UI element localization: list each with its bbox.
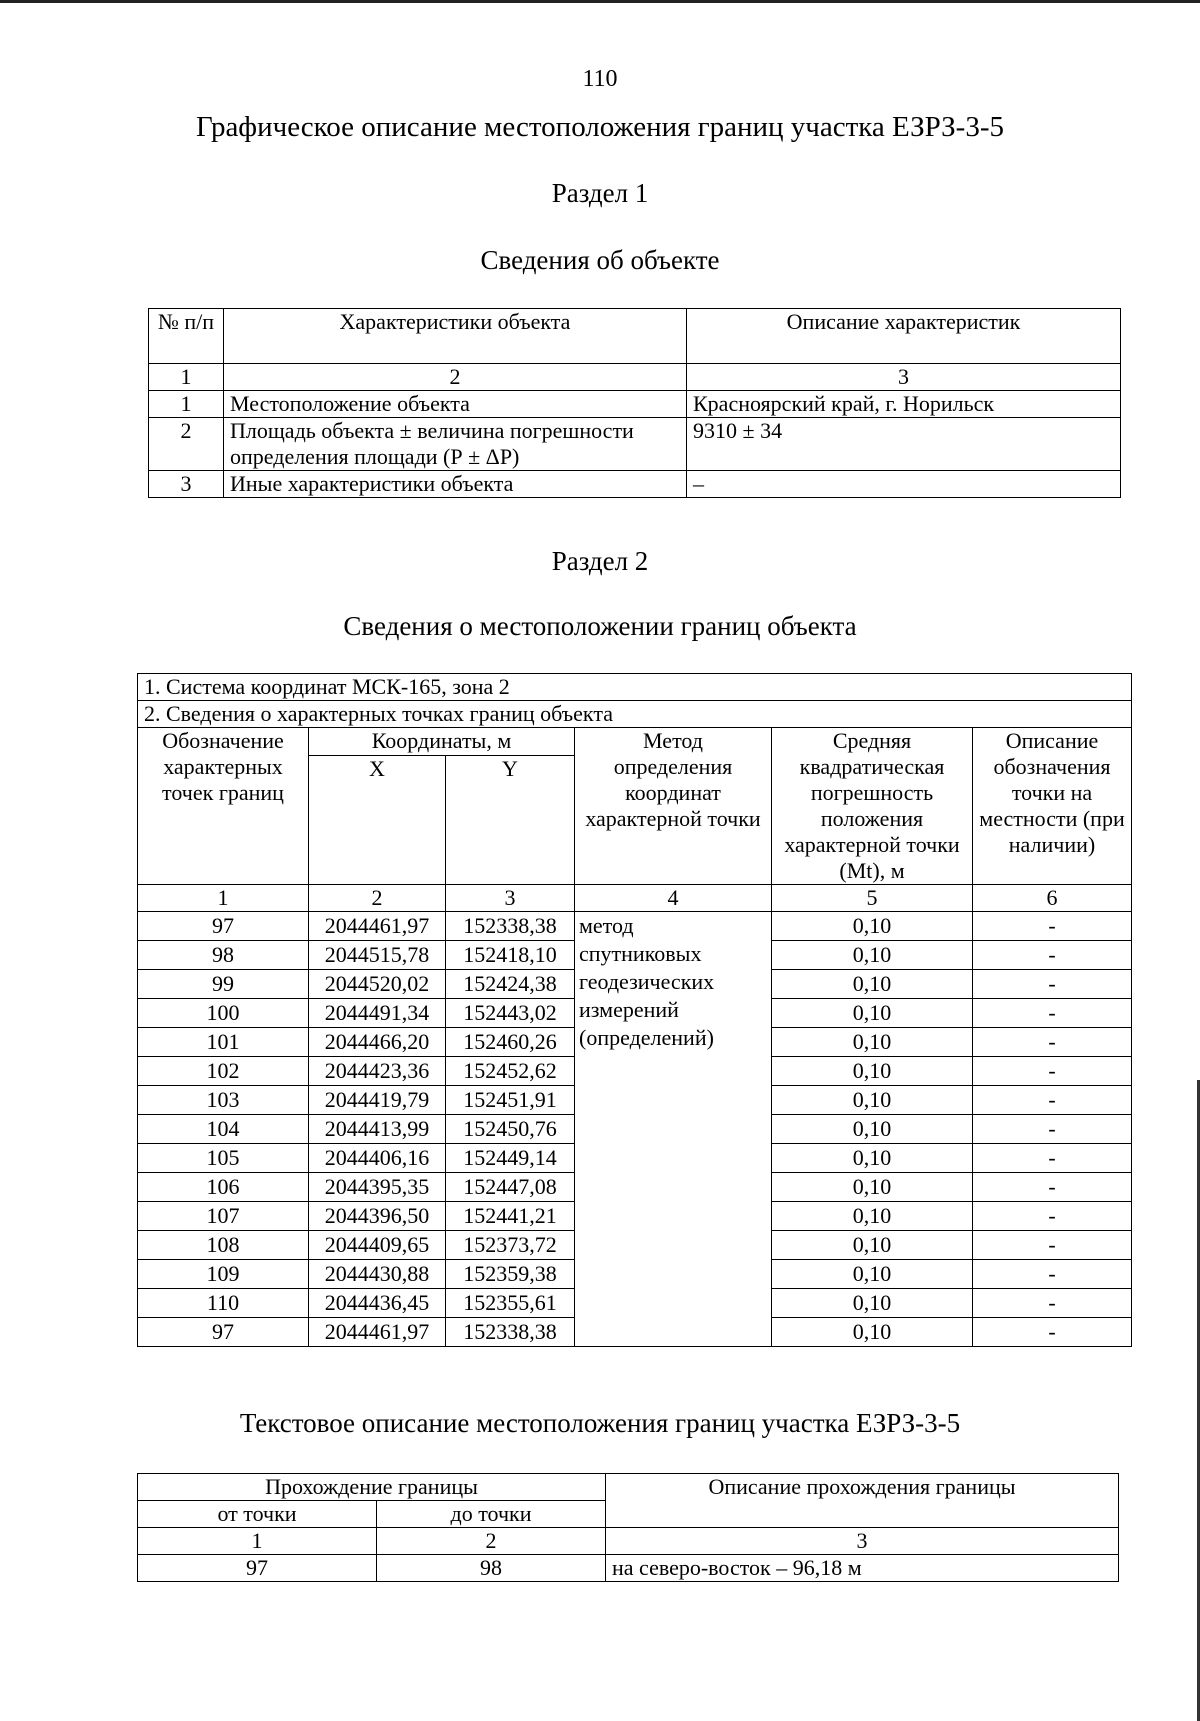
- point-error: 0,10: [772, 970, 973, 999]
- points-title: 2. Сведения о характерных точках границ объекта: [138, 701, 1132, 728]
- point-error: 0,10: [772, 1260, 973, 1289]
- section2-heading: Раздел 2: [551, 546, 649, 576]
- document-title: Графическое описание местоположения границ участка ЕЗРЗ-3-5: [196, 111, 1004, 143]
- point-id: 109: [138, 1260, 309, 1289]
- header-y: Y: [446, 756, 575, 885]
- table-row: [138, 912, 1132, 941]
- row-number: 1: [149, 391, 224, 418]
- col-num: 3: [687, 364, 1121, 391]
- table-row: [149, 471, 1121, 498]
- point-description: -: [973, 1202, 1132, 1231]
- col-num: 1: [138, 885, 309, 912]
- header-passage: Прохождение границы: [138, 1474, 606, 1501]
- row-number: 2: [149, 418, 224, 471]
- header-coordinates: Координаты, м: [309, 728, 575, 756]
- point-description: -: [973, 1028, 1132, 1057]
- point-description: -: [973, 970, 1132, 999]
- point-x: 2044436,45: [309, 1289, 446, 1318]
- method-line: метод: [579, 913, 634, 938]
- column-number-row: [138, 885, 1132, 912]
- point-id: 100: [138, 999, 309, 1028]
- page-number: 110: [582, 66, 618, 92]
- table-row: [138, 1555, 1119, 1582]
- point-id: 106: [138, 1173, 309, 1202]
- point-description: -: [973, 1115, 1132, 1144]
- point-x: 2044461,97: [309, 912, 446, 941]
- point-y: 152447,08: [446, 1173, 575, 1202]
- point-x: 2044409,65: [309, 1231, 446, 1260]
- object-info-table: [148, 308, 1121, 498]
- col-num: 2: [309, 885, 446, 912]
- point-x: 2044430,88: [309, 1260, 446, 1289]
- point-x: 2044515,78: [309, 941, 446, 970]
- table-header-row: [138, 1474, 1119, 1501]
- table-row: [149, 391, 1121, 418]
- section2-subheading: Сведения о местоположении границ объекта: [343, 611, 857, 641]
- point-y: 152441,21: [446, 1202, 575, 1231]
- point-x: 2044413,99: [309, 1115, 446, 1144]
- point-id: 98: [138, 941, 309, 970]
- point-error: 0,10: [772, 941, 973, 970]
- col-num: 5: [772, 885, 973, 912]
- point-error: 0,10: [772, 1173, 973, 1202]
- point-x: 2044461,97: [309, 1318, 446, 1347]
- point-error: 0,10: [772, 912, 973, 941]
- table-header-row: [138, 728, 1132, 756]
- point-description: -: [973, 999, 1132, 1028]
- row-value: Красноярский край, г. Норильск: [687, 391, 1121, 418]
- row-characteristic: Местоположение объекта: [224, 391, 687, 418]
- col-num: 3: [606, 1528, 1119, 1555]
- point-x: 2044491,34: [309, 999, 446, 1028]
- point-description: -: [973, 1173, 1132, 1202]
- point-y: 152443,02: [446, 999, 575, 1028]
- table-header-row: [149, 309, 1121, 364]
- point-y: 152460,26: [446, 1028, 575, 1057]
- point-description: -: [973, 1318, 1132, 1347]
- point-x: 2044406,16: [309, 1144, 446, 1173]
- point-description: -: [973, 1289, 1132, 1318]
- point-error: 0,10: [772, 1057, 973, 1086]
- point-y: 152449,14: [446, 1144, 575, 1173]
- header-designation: Обозначение характерных точек границ: [138, 728, 309, 885]
- point-description: -: [973, 941, 1132, 970]
- point-id: 97: [138, 1318, 309, 1347]
- method-line: спутниковых: [579, 941, 702, 966]
- point-description: -: [973, 1057, 1132, 1086]
- point-description: -: [973, 1260, 1132, 1289]
- to-point: 98: [377, 1555, 606, 1582]
- point-x: 2044395,35: [309, 1173, 446, 1202]
- header-x: X: [309, 756, 446, 885]
- point-x: 2044423,36: [309, 1057, 446, 1086]
- point-y: 152451,91: [446, 1086, 575, 1115]
- point-y: 152355,61: [446, 1289, 575, 1318]
- header-description: Описание характеристик: [687, 309, 1121, 364]
- point-error: 0,10: [772, 1086, 973, 1115]
- point-error: 0,10: [772, 1202, 973, 1231]
- method-line: геодезических: [579, 969, 715, 994]
- col-num: 3: [446, 885, 575, 912]
- point-x: 2044396,50: [309, 1202, 446, 1231]
- section1-heading: Раздел 1: [551, 178, 649, 208]
- header-to-point: до точки: [377, 1501, 606, 1528]
- col-num: 2: [224, 364, 687, 391]
- point-error: 0,10: [772, 1028, 973, 1057]
- point-y: 152418,10: [446, 941, 575, 970]
- point-x: 2044419,79: [309, 1086, 446, 1115]
- point-y: 152373,72: [446, 1231, 575, 1260]
- point-id: 110: [138, 1289, 309, 1318]
- row-value: 9310 ± 34: [687, 418, 1121, 471]
- point-y: 152450,76: [446, 1115, 575, 1144]
- row-characteristic: Иные характеристики объекта: [224, 471, 687, 498]
- point-y: 152359,38: [446, 1260, 575, 1289]
- boundary-description-table: [137, 1473, 1119, 1582]
- method-line: (определений): [579, 1025, 714, 1050]
- row-characteristic: Площадь объекта ± величина погрешности определения площади (Р ± ΔР): [224, 418, 687, 471]
- point-id: 105: [138, 1144, 309, 1173]
- boundary-points-table: [137, 673, 1132, 1347]
- section1-subheading: Сведения об объекте: [480, 245, 720, 275]
- point-id: 107: [138, 1202, 309, 1231]
- passage-description: на северо-восток – 96,18 м: [606, 1555, 1119, 1582]
- header-point-description: Описание обозначения точки на местности (при наличии): [973, 728, 1132, 885]
- coordinate-system-row: [138, 674, 1132, 701]
- column-number-row: [138, 1528, 1119, 1555]
- header-characteristics: Характеристики объекта: [224, 309, 687, 364]
- point-error: 0,10: [772, 1144, 973, 1173]
- col-num: 2: [377, 1528, 606, 1555]
- header-error: Средняя квадратическая погрешность положения характерной точки (Mt), м: [772, 728, 973, 885]
- point-id: 104: [138, 1115, 309, 1144]
- point-error: 0,10: [772, 1231, 973, 1260]
- header-method: Метод определения координат характерной точки: [575, 728, 772, 885]
- point-y: 152452,62: [446, 1057, 575, 1086]
- section3-heading: Текстовое описание местоположения границ участка ЕЗРЗ-3-5: [239, 1408, 961, 1438]
- point-x: 2044466,20: [309, 1028, 446, 1057]
- point-x: 2044520,02: [309, 970, 446, 999]
- from-point: 97: [138, 1555, 377, 1582]
- col-num: 6: [973, 885, 1132, 912]
- point-y: 152338,38: [446, 912, 575, 941]
- header-number: № п/п: [149, 309, 224, 364]
- col-num: 1: [149, 364, 224, 391]
- point-description: -: [973, 1144, 1132, 1173]
- column-number-row: [149, 364, 1121, 391]
- point-id: 102: [138, 1057, 309, 1086]
- point-id: 108: [138, 1231, 309, 1260]
- method-line: измерений: [579, 997, 679, 1022]
- col-num: 1: [138, 1528, 377, 1555]
- point-y: 152424,38: [446, 970, 575, 999]
- header-from-point: от точки: [138, 1501, 377, 1528]
- point-id: 103: [138, 1086, 309, 1115]
- points-title-row: [138, 701, 1132, 728]
- point-description: -: [973, 1086, 1132, 1115]
- point-id: 101: [138, 1028, 309, 1057]
- point-error: 0,10: [772, 1289, 973, 1318]
- header-passage-description: Описание прохождения границы: [606, 1474, 1119, 1528]
- table-row: [149, 418, 1121, 471]
- point-error: 0,10: [772, 1318, 973, 1347]
- point-description: -: [973, 912, 1132, 941]
- row-value: –: [687, 471, 1121, 498]
- method-cell: [575, 912, 772, 1347]
- point-id: 97: [138, 912, 309, 941]
- point-description: -: [973, 1231, 1132, 1260]
- point-id: 99: [138, 970, 309, 999]
- points-body: [138, 912, 1132, 1347]
- point-error: 0,10: [772, 999, 973, 1028]
- col-num: 4: [575, 885, 772, 912]
- coordinate-system: 1. Система координат МСК-165, зона 2: [138, 674, 1132, 701]
- row-number: 3: [149, 471, 224, 498]
- scan-edge-top: [0, 0, 1200, 3]
- point-y: 152338,38: [446, 1318, 575, 1347]
- point-error: 0,10: [772, 1115, 973, 1144]
